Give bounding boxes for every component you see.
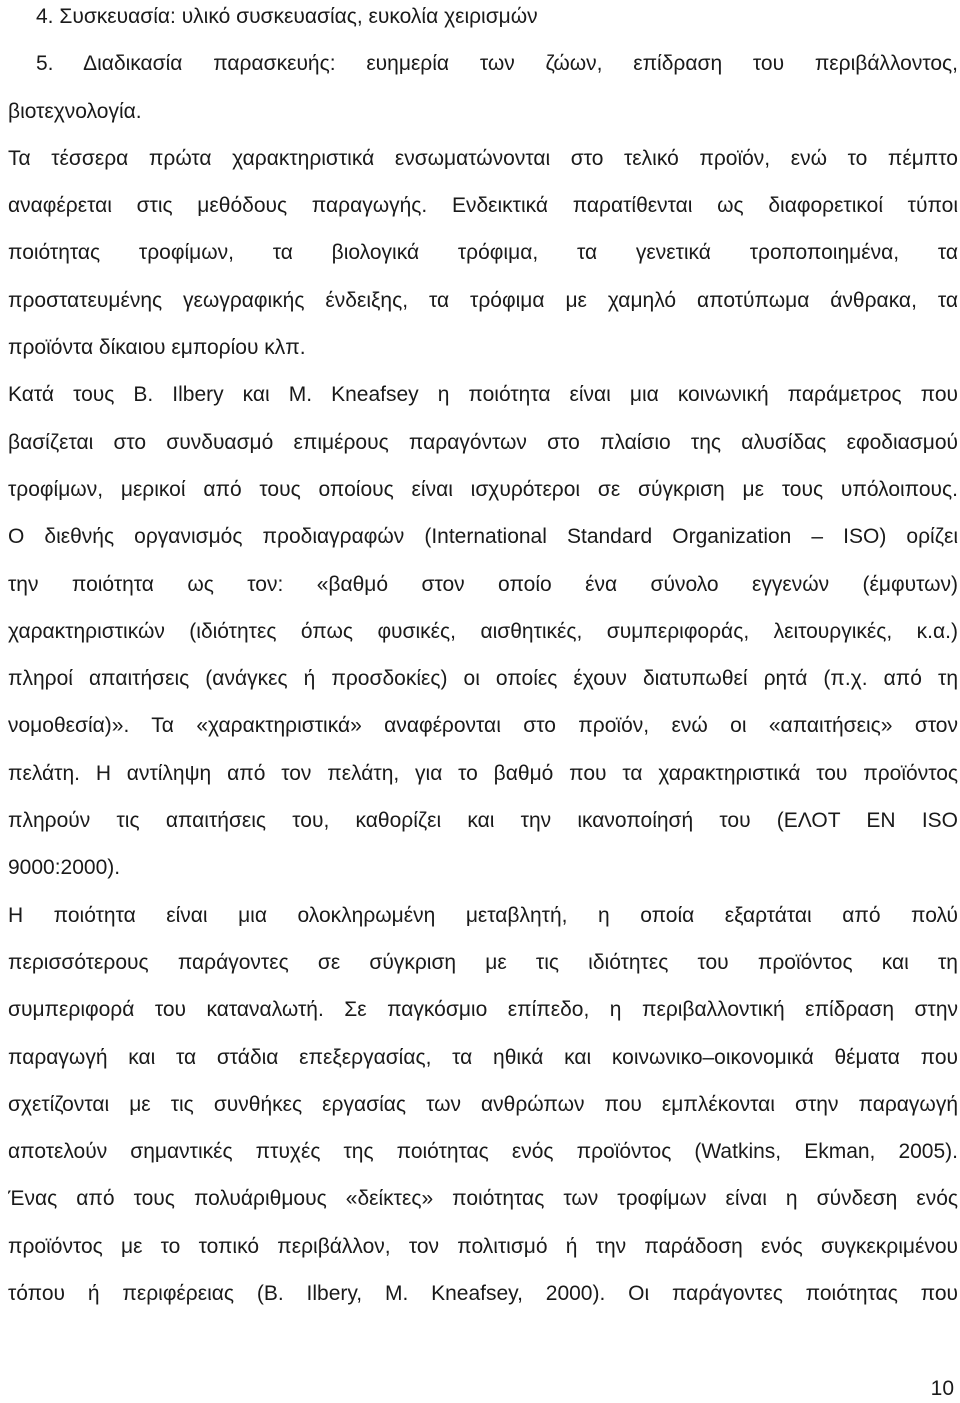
text-line: τόπου ή περιφέρειας (B. Ilbery, M. Kneafsey, 2000). Οι παράγοντες ποιότητας που <box>8 1282 958 1306</box>
text-line: αποτελούν σημαντικές πτυχές της ποιότητας ενός προϊόντος (Watkins, Ekman, 2005). <box>8 1140 958 1164</box>
text-line: ποιότητας τροφίμων, τα βιολογικά τρόφιμα, τα γενετικά τροποποιημένα, τα <box>8 241 958 265</box>
text-line: σχετίζονται με τις συνθήκες εργασίας των ανθρώπων που εμπλέκονται στην παραγωγή <box>8 1092 958 1116</box>
text-line: προστατευμένης γεωγραφικής ένδειξης, τα τρόφιμα με χαμηλό αποτύπωμα άνθρακα, τα <box>8 288 958 312</box>
text-line: πληροί απαιτήσεις (ανάγκες ή προσδοκίες) οι οποίες έχουν διατυπωθεί ρητά (π.χ. από τη <box>8 667 958 691</box>
text-line: βιοτεχνολογία. <box>8 99 142 123</box>
text-line: πληρούν τις απαιτήσεις του, καθορίζει και την ικανοποίησή του (ΕΛΟΤ EN ISO <box>8 809 958 833</box>
text-line: τροφίμων, μερικοί από τους οποίους είναι ισχυρότεροι σε σύγκριση με τους υπόλοιπους. <box>8 477 958 501</box>
text-line: αναφέρεται στις μεθόδους παραγωγής. Ενδεικτικά παρατίθενται ως διαφορετικοί τύποι <box>8 194 958 218</box>
text-line: την ποιότητα ως τον: «βαθμό στον οποίο ένα σύνολο εγγενών (έμφυτων) <box>8 572 958 596</box>
text-line: 5. Διαδικασία παρασκευής: ευημερία των ζώων, επίδραση του περιβάλλοντος, <box>36 52 958 76</box>
text-line: Ο διεθνής οργανισμός προδιαγραφών (International Standard Organization – ISO) ορίζει <box>8 525 958 549</box>
page-number: 10 <box>930 1377 954 1400</box>
text-line: 4. Συσκευασία: υλικό συσκευασίας, ευκολία χειρισμών <box>36 5 538 28</box>
text-line: προϊόντα δίκαιου εμπορίου κλπ. <box>8 336 306 360</box>
text-line: νομοθεσία)». Τα «χαρακτηριστικά» αναφέρονται στο προϊόν, ενώ οι «απαιτήσεις» στον <box>8 714 958 738</box>
text-line: προϊόντος με το τοπικό περιβάλλον, τον πολιτισμό ή την παράδοση ενός συγκεκριμένου <box>8 1234 958 1258</box>
text-line: Ένας από τους πολυάριθμους «δείκτες» ποιότητας των τροφίμων είναι η σύνδεση ενός <box>8 1187 958 1211</box>
text-line: Τα τέσσερα πρώτα χαρακτηριστικά ενσωματώνονται στο τελικό προϊόν, ενώ το πέμπτο <box>8 146 958 170</box>
text-line: 9000:2000). <box>8 856 121 880</box>
text-line: βασίζεται στο συνδυασμό επιμέρους παραγόντων στο πλαίσιο της αλυσίδας εφοδιασμού <box>8 430 958 454</box>
text-line: παραγωγή και τα στάδια επεξεργασίας, τα ηθικά και κοινωνικο–οικονομικά θέματα που <box>8 1045 958 1069</box>
text-line: Κατά τους B. Ilbery και M. Kneafsey η ποιότητα είναι μια κοινωνική παράμετρος που <box>8 383 958 407</box>
text-line: πελάτη. Η αντίληψη από τον πελάτη, για το βαθμό που τα χαρακτηριστικά του προϊόντος <box>8 761 958 785</box>
body-text <box>8 0 958 1324</box>
text-line: Η ποιότητα είναι μια ολοκληρωμένη μεταβλητή, η οποία εξαρτάται από πολύ <box>8 903 958 927</box>
text-line: περισσότερους παράγοντες σε σύγκριση με τις ιδιότητες του προϊόντος και τη <box>8 950 958 974</box>
text-line: χαρακτηριστικών (ιδιότητες όπως φυσικές, αισθητικές, συμπεριφοράς, λειτουργικές, κ.α.) <box>8 619 958 643</box>
text-line: συμπεριφορά του καταναλωτή. Σε παγκόσμιο επίπεδο, η περιβαλλοντική επίδραση στην <box>8 998 958 1022</box>
